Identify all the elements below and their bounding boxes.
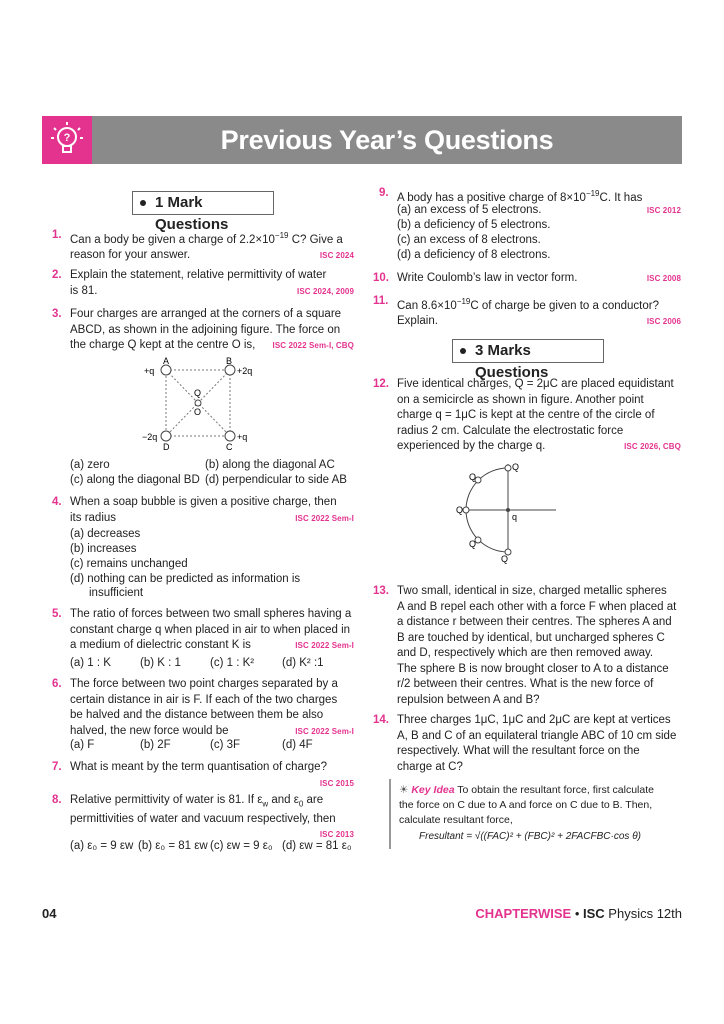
source-tag: ISC 2015	[319, 778, 354, 788]
option-c: (c) εw = 9 ε₀	[210, 840, 273, 852]
label-C: C	[226, 442, 233, 452]
option-a: (a) F	[70, 739, 95, 751]
svg-text:?: ?	[63, 132, 71, 144]
source-tag: ISC 2012	[646, 206, 681, 215]
source-tag: ISC 2024, 2009	[297, 286, 354, 296]
option-d: (d) perpendicular to side AB	[205, 474, 347, 486]
charge-A: +q	[144, 366, 155, 376]
option-b: (b) ε₀ = 81 εw	[138, 840, 208, 852]
question-14: 14. Three charges 1μC, 1μC and 2μC are kept at vertices A, B and C of an equilateral triangle ABC of 10 cm side respectively. What will the resultant force on the charge at C?	[373, 714, 677, 773]
charge-B: +2q	[237, 366, 253, 376]
option-c: (c) an excess of 8 electrons.	[397, 234, 541, 246]
key-idea-box: ☀ Key Idea To obtain the resultant force, first calculate the force on C due to A and force on C due to B. Then, calculate resultant force, Fresultant = √((FAC)² + (FBC)² + 2FACFBC·cos θ)	[389, 779, 688, 849]
source-tag: ISC 2006	[646, 317, 681, 327]
option-b: (b) increases	[70, 543, 137, 555]
section-heading-3-marks: 3 Marks Questions	[452, 339, 604, 363]
label-Q: Q	[469, 472, 477, 482]
option-a: (a) an excess of 5 electrons. ISC 2012	[397, 204, 681, 216]
question-5: 5. The ratio of forces between two small spheres having a constant charge q when placed in air to when placed in a medium of dielectric constant K is ISC 2022 Sem-I	[52, 607, 354, 654]
label-Q: Q	[469, 539, 477, 549]
footer-brand: CHAPTERWISE • ISC Physics 12th	[475, 906, 682, 921]
label-Q: Q	[501, 554, 509, 564]
option-d: (d) a deficiency of 8 electrons.	[397, 249, 551, 261]
label-q: q	[512, 512, 518, 522]
option-d: (d) nothing can be predicted as information is	[70, 573, 301, 585]
option-d: (d) K² :1	[282, 657, 324, 669]
option-b: (b) K : 1	[140, 657, 181, 669]
option-b: (b) along the diagonal AC	[205, 459, 335, 471]
option-d: (d) 4F	[282, 739, 313, 751]
question-2: 2. Explain the statement, relative permittivity of water is 81. ISC 2024, 2009	[52, 268, 354, 299]
option-a: (a) 1 : K	[70, 657, 111, 669]
question-9: 9. A body has a positive charge of $8\times 10^{-19}C$. It has	[379, 187, 643, 204]
option-d: (d) εw = 81 ε₀	[282, 840, 352, 852]
label-A: A	[163, 356, 170, 366]
question-12: 12. Five identical charges, Q = 2μC are placed equidistant on a semicircle as shown in figure. Another point charge q = 1μC is kept at the centre of the circle of radius 2 cm. Calculate the electrostatic force experienced by the charge q. ISC 2026, CBQ	[373, 377, 681, 455]
question-11: 11. Can $8.6\times 10^{-19}C$ of charge be given to a conductor? Explain. ISC 2006	[373, 294, 681, 330]
option-c: (c) 1 : K²	[210, 657, 255, 669]
section-heading-1-mark: 1 Mark Questions	[132, 191, 274, 215]
question-3: 3. Four charges are arranged at the corners of a square ABCD, as shown in the adjoining figure. The force on the charge Q kept at the centre O is, ISC 2022 Sem-I, CBQ	[52, 307, 354, 354]
option-a: (a) zero	[70, 459, 110, 471]
question-6: 6. The force between two point charges separated by a certain distance in air is F. If each of the two charges be halved and the distance between them be also halved, the new force would be ISC 2022 Sem-I	[52, 677, 354, 739]
charge-C: +q	[237, 432, 248, 442]
label-B: B	[226, 356, 233, 366]
source-tag: ISC 2022 Sem-I	[295, 513, 354, 523]
option-d-continued: insufficient	[89, 587, 144, 599]
page-title: Previous Year’s Questions	[220, 125, 554, 155]
label-D: D	[163, 442, 170, 452]
option-a: (a) ε₀ = 9 εw	[70, 840, 134, 852]
label-Q: Q	[456, 505, 464, 515]
question-1: 1. Can a body be given a charge of $2.2\times 10^{-19}$ C? Give a reason for your answer. ISC 2024	[52, 228, 354, 264]
option-c: (c) 3F	[210, 739, 241, 751]
option-c: (c) remains unchanged	[70, 558, 188, 570]
option-a: (a) decreases	[70, 528, 141, 540]
charge-D: −2q	[142, 432, 158, 442]
key-idea-label: Key Idea	[411, 784, 455, 796]
label-Q: Q	[512, 462, 520, 472]
question-10: 10. Write Coulomb’s law in vector form. ISC 2008	[373, 271, 681, 287]
source-tag: ISC 2022 Sem-I, CBQ	[272, 341, 354, 350]
source-tag: ISC 2024	[319, 251, 354, 261]
bullet-icon	[140, 200, 146, 206]
lightbulb-question-icon	[42, 116, 92, 164]
option-b: (b) a deficiency of 5 electrons.	[397, 219, 551, 231]
question-8: 8. Relative permittivity of water is 81. If $\varepsilon_w$ and $\varepsilon_0$ are permittivities of water and vacuum respectively, then ISC 2013	[52, 793, 354, 843]
source-tag: ISC 2013	[319, 830, 354, 840]
label-O: O	[194, 407, 202, 417]
source-tag: ISC 2022 Sem-I	[295, 726, 354, 736]
label-Q: Q	[194, 388, 202, 398]
semicircle-charges-figure	[452, 458, 562, 566]
header-banner	[42, 116, 682, 164]
sparkle-bulb-icon: ☀	[399, 784, 409, 796]
source-tag: ISC 2022 Sem-I	[295, 641, 354, 650]
option-c: (c) along the diagonal BD	[70, 474, 200, 486]
question-13: 13. Two small, identical in size, charged metallic spheres A and B repel each other with a force F when placed at a distance r between their centres. The spheres A and B are touched by identical, but uncharged spheres C and D, respectively which are then removed away. The sphere B is now brought closer to A to a distance r/2 between their centres. What is the new force of repulsion between A and B?	[373, 585, 677, 706]
page-number: 04	[42, 906, 57, 921]
bullet-icon	[460, 348, 466, 354]
option-b: (b) 2F	[140, 739, 171, 751]
square-charges-figure	[130, 356, 270, 452]
question-4: 4. When a soap bubble is given a positive charge, then its radius ISC 2022 Sem-I	[52, 495, 354, 526]
question-7: 7. What is meant by the term quantisation of charge? ISC 2015	[52, 760, 354, 791]
source-tag: ISC 2008	[646, 274, 681, 283]
resultant-force-formula: Fresultant = √((FAC)² + (FBC)² + 2FACFBC·cos θ)	[419, 831, 641, 842]
source-tag: ISC 2026, CBQ	[624, 442, 681, 451]
